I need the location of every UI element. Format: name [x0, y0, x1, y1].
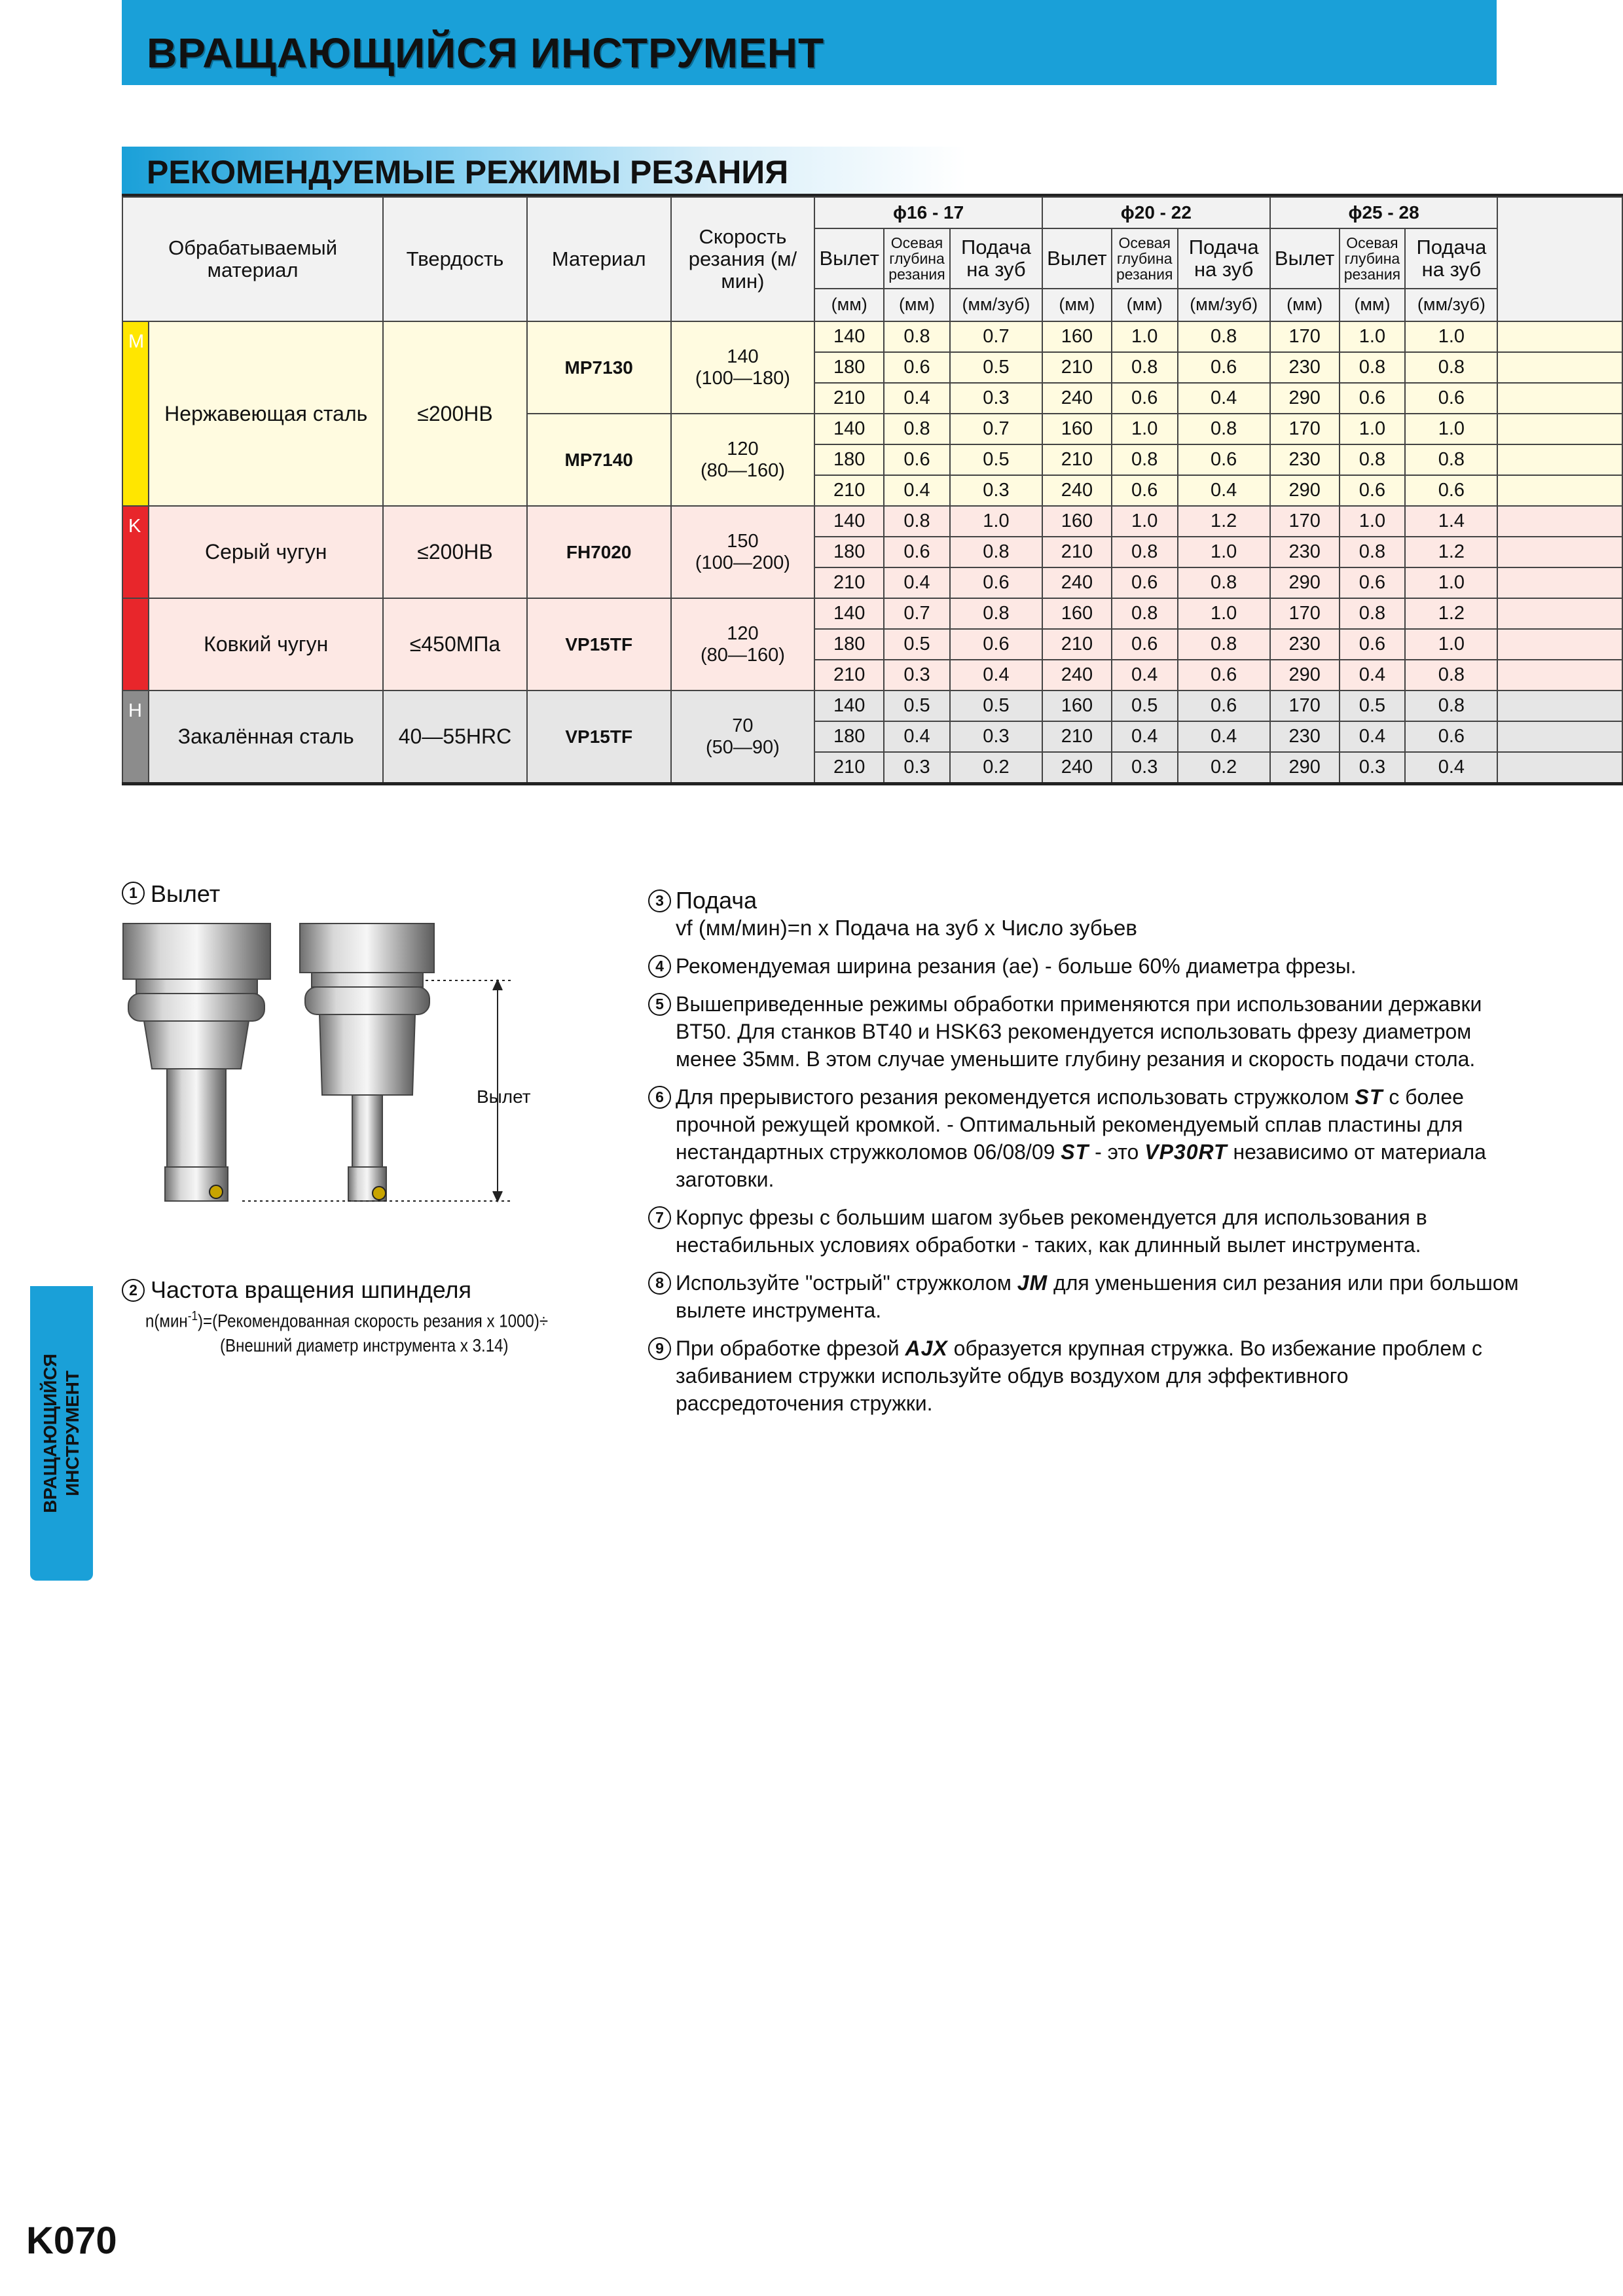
value-cell: 0.2	[1178, 752, 1270, 783]
empty-cell	[1497, 752, 1622, 783]
unit-mm: (мм)	[1112, 289, 1178, 321]
value-cell: 0.6	[950, 629, 1042, 660]
value-cell: 0.5	[950, 444, 1042, 475]
value-cell: 240	[1042, 660, 1112, 691]
subheader-axial-depth: Осевая глубина резания	[1340, 228, 1406, 289]
value-cell: 0.6	[1405, 475, 1497, 506]
value-cell: 0.8	[1178, 321, 1270, 352]
value-cell: 140	[814, 691, 884, 721]
value-cell: 1.0	[1405, 567, 1497, 598]
unit-mm: (мм)	[1340, 289, 1406, 321]
value-cell: 160	[1042, 414, 1112, 444]
value-cell: 0.8	[1112, 537, 1178, 567]
empty-cell	[1497, 475, 1622, 506]
empty-cell	[1497, 352, 1622, 383]
value-cell: 160	[1042, 506, 1112, 537]
table-row	[122, 691, 1622, 721]
value-cell: 230	[1270, 629, 1340, 660]
header-diameter-3: ɸ25 - 28	[1270, 197, 1498, 228]
value-cell: 140	[814, 506, 884, 537]
value-cell: 0.6	[1112, 629, 1178, 660]
value-cell: 240	[1042, 752, 1112, 783]
value-cell: 0.4	[1340, 721, 1406, 752]
unit-mm: (мм)	[1270, 289, 1340, 321]
value-cell: 0.6	[1340, 629, 1406, 660]
note-5-text: Вышеприведенные режимы обработки применяются при использовании державки BT50. Для станков BT40 и HSK63 рекомендуется использовать фрезу диаметром менее 35мм. В этом случае уменьшите глубину резания и скорость подачи стола.	[676, 992, 1482, 1071]
value-cell: 0.4	[950, 660, 1042, 691]
table-body	[122, 321, 1622, 783]
value-cell: 210	[1042, 352, 1112, 383]
subheader-feed: Подача на зуб	[1178, 228, 1270, 289]
empty-cell	[1497, 444, 1622, 475]
value-cell: 1.2	[1178, 506, 1270, 537]
value-cell: 0.6	[1340, 567, 1406, 598]
cutting-speed-cell: 120 (80—160)	[671, 598, 815, 691]
note-6: 6 Для прерывистого резания рекомендуется использовать стружколом ST с более прочной режущей кромкой. - Оптимальный рекомендуемый сплав пластины для нестандартных стружколомов 06/08/09 ST - это VP30RT независимо от материала заготовки.	[648, 1083, 1519, 1193]
value-cell: 170	[1270, 598, 1340, 629]
header-diameter-2: ɸ20 - 22	[1042, 197, 1270, 228]
value-cell: 0.6	[1178, 352, 1270, 383]
work-material-cell: Нержавеющая сталь	[149, 321, 383, 506]
value-cell: 210	[814, 475, 884, 506]
value-cell: 0.8	[1405, 444, 1497, 475]
value-cell: 0.8	[1405, 352, 1497, 383]
value-cell: 0.8	[1340, 352, 1406, 383]
value-cell: 0.6	[1112, 383, 1178, 414]
unit-mm: (мм)	[814, 289, 884, 321]
value-cell: 1.4	[1405, 506, 1497, 537]
note-number: 6	[648, 1086, 671, 1109]
grade-cell: VP15TF	[527, 598, 671, 691]
value-cell: 1.2	[1405, 598, 1497, 629]
empty-cell	[1497, 598, 1622, 629]
header-grade: Материал	[527, 197, 671, 321]
value-cell: 0.2	[950, 752, 1042, 783]
value-cell: 240	[1042, 567, 1112, 598]
tool-overhang-diagram	[118, 913, 576, 1227]
value-cell: 160	[1042, 321, 1112, 352]
value-cell: 1.0	[1178, 537, 1270, 567]
value-cell: 0.7	[884, 598, 950, 629]
value-cell: 140	[814, 321, 884, 352]
value-cell: 230	[1270, 721, 1340, 752]
value-cell: 0.3	[884, 752, 950, 783]
chipbreaker-st: ST	[1355, 1085, 1383, 1109]
value-cell: 0.3	[1112, 752, 1178, 783]
value-cell: 1.0	[950, 506, 1042, 537]
work-material-cell: Серый чугун	[149, 506, 383, 598]
page-number: K070	[26, 2219, 117, 2262]
section-title: РЕКОМЕНДУЕМЫЕ РЕЖИМЫ РЕЗАНИЯ	[147, 154, 789, 190]
cutting-speed-cell: 150 (100—200)	[671, 506, 815, 598]
chipbreaker-st: ST	[1061, 1140, 1089, 1164]
value-cell: 0.6	[1112, 567, 1178, 598]
empty-cell	[1497, 506, 1622, 537]
value-cell: 1.0	[1340, 414, 1406, 444]
note-number: 3	[648, 889, 671, 912]
cutting-conditions-table	[122, 196, 1623, 783]
value-cell: 140	[814, 598, 884, 629]
value-cell: 1.0	[1112, 414, 1178, 444]
value-cell: 170	[1270, 414, 1340, 444]
value-cell: 290	[1270, 475, 1340, 506]
note-5	[648, 990, 1519, 1073]
unit-mm: (мм)	[884, 289, 950, 321]
value-cell: 0.6	[1340, 475, 1406, 506]
empty-cell	[1497, 691, 1622, 721]
note-3	[648, 887, 1519, 942]
hardness-cell: 40—55HRC	[383, 691, 527, 783]
value-cell: 0.3	[950, 721, 1042, 752]
value-cell: 0.3	[950, 383, 1042, 414]
unit-mm: (мм)	[1042, 289, 1112, 321]
header-diameter-1: ɸ16 - 17	[814, 197, 1042, 228]
subheader-overhang: Вылет	[1270, 228, 1340, 289]
note-4	[648, 952, 1519, 980]
value-cell: 0.5	[1112, 691, 1178, 721]
value-cell: 1.0	[1340, 506, 1406, 537]
value-cell: 290	[1270, 567, 1340, 598]
value-cell: 0.6	[884, 352, 950, 383]
value-cell: 0.6	[1405, 383, 1497, 414]
header-banner	[122, 0, 1497, 85]
value-cell: 0.4	[1178, 383, 1270, 414]
grade-cell: FH7020	[527, 506, 671, 598]
note-number: 9	[648, 1337, 671, 1360]
material-group-letter	[122, 598, 149, 691]
tool-holder-short	[123, 924, 270, 1201]
note-2-title: Частота вращения шпинделя	[151, 1276, 472, 1303]
note-8: 8 Используйте "острый" стружколом JM для уменьшения сил резания или при большом вылете инструмента.	[648, 1269, 1519, 1324]
value-cell: 170	[1270, 321, 1340, 352]
value-cell: 0.5	[884, 629, 950, 660]
cutting-speed-cell: 120 (80—160)	[671, 414, 815, 506]
value-cell: 0.4	[1112, 660, 1178, 691]
subheader-feed: Подача на зуб	[950, 228, 1042, 289]
empty-cell	[1497, 383, 1622, 414]
header-work-material: Обрабатываемый материал	[122, 197, 383, 321]
tool-holder-long	[300, 924, 434, 1201]
empty-cell	[1497, 629, 1622, 660]
value-cell: 0.4	[1178, 475, 1270, 506]
value-cell: 1.0	[1112, 506, 1178, 537]
value-cell: 0.6	[1340, 383, 1406, 414]
value-cell: 230	[1270, 352, 1340, 383]
value-cell: 0.6	[884, 444, 950, 475]
subheader-feed: Подача на зуб	[1405, 228, 1497, 289]
note-number: 4	[648, 955, 671, 978]
value-cell: 160	[1042, 691, 1112, 721]
material-group-letter: K	[122, 506, 149, 598]
value-cell: 0.8	[950, 537, 1042, 567]
note-7-text: Корпус фрезы с большим шагом зубьев рекомендуется для использования в нестабильных условиях обработки - таких, как длинный вылет инструмента.	[676, 1206, 1427, 1257]
value-cell: 0.8	[1178, 629, 1270, 660]
value-cell: 0.8	[884, 321, 950, 352]
value-cell: 160	[1042, 598, 1112, 629]
subheader-overhang: Вылет	[1042, 228, 1112, 289]
value-cell: 290	[1270, 660, 1340, 691]
note-1	[122, 880, 220, 908]
value-cell: 0.6	[1178, 444, 1270, 475]
note-number: 5	[648, 993, 671, 1016]
value-cell: 210	[1042, 721, 1112, 752]
value-cell: 0.4	[1340, 660, 1406, 691]
value-cell: 230	[1270, 537, 1340, 567]
hardness-cell: ≤200HB	[383, 506, 527, 598]
note-number: 8	[648, 1272, 671, 1295]
value-cell: 210	[814, 383, 884, 414]
note-9: 9 При обработке фрезой AJX образуется крупная стружка. Во избежание проблем с забиванием стружки используйте обдув воздухом для эффективного рассредоточения стружки.	[648, 1335, 1519, 1417]
value-cell: 0.4	[1405, 752, 1497, 783]
side-tab-label: ВРАЩАЮЩИЙСЯ ИНСТРУМЕНТ	[40, 1354, 82, 1513]
value-cell: 0.3	[1340, 752, 1406, 783]
value-cell: 240	[1042, 383, 1112, 414]
value-cell: 180	[814, 537, 884, 567]
note-number: 7	[648, 1206, 671, 1229]
value-cell: 0.8	[950, 598, 1042, 629]
value-cell: 0.8	[1112, 352, 1178, 383]
value-cell: 0.4	[884, 567, 950, 598]
value-cell: 0.6	[950, 567, 1042, 598]
note-4-text: Рекомендуемая ширина резания (ae) - больше 60% диаметра фрезы.	[676, 954, 1357, 978]
value-cell: 0.8	[1178, 414, 1270, 444]
value-cell: 0.5	[1340, 691, 1406, 721]
note-7	[648, 1204, 1519, 1259]
cutting-speed-cell: 140 (100—180)	[671, 321, 815, 414]
subheader-axial-depth: Осевая глубина резания	[884, 228, 950, 289]
value-cell: 0.8	[1340, 444, 1406, 475]
value-cell: 0.4	[884, 383, 950, 414]
value-cell: 170	[1270, 691, 1340, 721]
table-row	[122, 321, 1622, 352]
unit-feed: (мм/зуб)	[1405, 289, 1497, 321]
unit-feed: (мм/зуб)	[1178, 289, 1270, 321]
value-cell: 0.8	[1405, 660, 1497, 691]
value-cell: 0.4	[884, 475, 950, 506]
value-cell: 0.7	[950, 414, 1042, 444]
value-cell: 1.0	[1112, 321, 1178, 352]
value-cell: 0.6	[1178, 691, 1270, 721]
value-cell: 0.8	[1340, 537, 1406, 567]
value-cell: 0.8	[1112, 598, 1178, 629]
value-cell: 180	[814, 629, 884, 660]
subheader-axial-depth: Осевая глубина резания	[1112, 228, 1178, 289]
chipbreaker-jm: JM	[1017, 1271, 1048, 1295]
value-cell: 230	[1270, 444, 1340, 475]
note-number: 2	[122, 1279, 145, 1302]
value-cell: 1.2	[1405, 537, 1497, 567]
value-cell: 0.4	[884, 721, 950, 752]
value-cell: 0.6	[1405, 721, 1497, 752]
note-3-title: Подача	[676, 887, 757, 914]
header-empty	[1497, 197, 1622, 321]
value-cell: 0.8	[884, 414, 950, 444]
subheader-overhang: Вылет	[814, 228, 884, 289]
grade-cell: MP7130	[527, 321, 671, 414]
value-cell: 210	[814, 660, 884, 691]
work-material-cell: Закалённая сталь	[149, 691, 383, 783]
note-1-title: Вылет	[151, 880, 221, 907]
value-cell: 0.3	[950, 475, 1042, 506]
value-cell: 180	[814, 444, 884, 475]
value-cell: 290	[1270, 383, 1340, 414]
value-cell: 1.0	[1405, 629, 1497, 660]
value-cell: 0.5	[950, 691, 1042, 721]
grade-cell: VP15TF	[527, 691, 671, 783]
value-cell: 0.5	[884, 691, 950, 721]
material-group-letter: H	[122, 691, 149, 783]
hardness-cell: ≤450МПа	[383, 598, 527, 691]
value-cell: 240	[1042, 475, 1112, 506]
grade-vp30rt: VP30RT	[1144, 1140, 1228, 1164]
value-cell: 0.4	[1112, 721, 1178, 752]
side-tab[interactable]	[30, 1286, 93, 1581]
value-cell: 210	[1042, 444, 1112, 475]
value-cell: 0.8	[1405, 691, 1497, 721]
empty-cell	[1497, 567, 1622, 598]
work-material-cell: Ковкий чугун	[149, 598, 383, 691]
unit-feed: (мм/зуб)	[950, 289, 1042, 321]
value-cell: 0.8	[884, 506, 950, 537]
material-group-letter: M	[122, 321, 149, 506]
note-number: 1	[122, 882, 145, 905]
value-cell: 210	[1042, 537, 1112, 567]
value-cell: 210	[814, 752, 884, 783]
spindle-formula: n(мин$^{-1}$)=(Рекомендованная скорость резания x 1000)÷	[145, 1309, 549, 1331]
value-cell: 0.8	[1178, 567, 1270, 598]
cutting-speed-cell: 70 (50—90)	[671, 691, 815, 783]
table-bottom-rule	[122, 782, 1623, 785]
value-cell: 1.0	[1405, 321, 1497, 352]
value-cell: 1.0	[1405, 414, 1497, 444]
value-cell: 210	[814, 567, 884, 598]
value-cell: 0.6	[1178, 660, 1270, 691]
value-cell: 210	[1042, 629, 1112, 660]
value-cell: 180	[814, 352, 884, 383]
value-cell: 0.8	[1112, 444, 1178, 475]
cutter-ajx: AJX	[905, 1336, 948, 1360]
table-row	[122, 506, 1622, 537]
value-cell: 0.4	[1178, 721, 1270, 752]
value-cell: 170	[1270, 506, 1340, 537]
empty-cell	[1497, 537, 1622, 567]
value-cell: 0.5	[950, 352, 1042, 383]
value-cell: 290	[1270, 752, 1340, 783]
grade-cell: MP7140	[527, 414, 671, 506]
hardness-cell: ≤200HB	[383, 321, 527, 506]
value-cell: 180	[814, 721, 884, 752]
value-cell: 0.6	[884, 537, 950, 567]
value-cell: 140	[814, 414, 884, 444]
empty-cell	[1497, 321, 1622, 352]
value-cell: 0.6	[1112, 475, 1178, 506]
empty-cell	[1497, 721, 1622, 752]
value-cell: 1.0	[1178, 598, 1270, 629]
header-hardness: Твердость	[383, 197, 527, 321]
value-cell: 0.7	[950, 321, 1042, 352]
empty-cell	[1497, 414, 1622, 444]
section-header	[122, 147, 966, 194]
value-cell: 1.0	[1340, 321, 1406, 352]
note-3-formula: vf (мм/мин)=n x Подача на зуб x Число зубьев	[676, 916, 1137, 940]
page-title: ВРАЩАЮЩИЙСЯ ИНСТРУМЕНТ	[147, 29, 825, 77]
overhang-dimension-label: Вылет	[477, 1086, 531, 1107]
table-row	[122, 598, 1622, 629]
empty-cell	[1497, 660, 1622, 691]
notes-list	[648, 887, 1519, 1427]
header-cutting-speed: Скорость резания (м/мин)	[671, 197, 815, 321]
value-cell: 0.8	[1340, 598, 1406, 629]
spindle-formula-divisor: (Внешний диаметр инструмента x 3.14)	[220, 1335, 509, 1355]
value-cell: 0.3	[884, 660, 950, 691]
